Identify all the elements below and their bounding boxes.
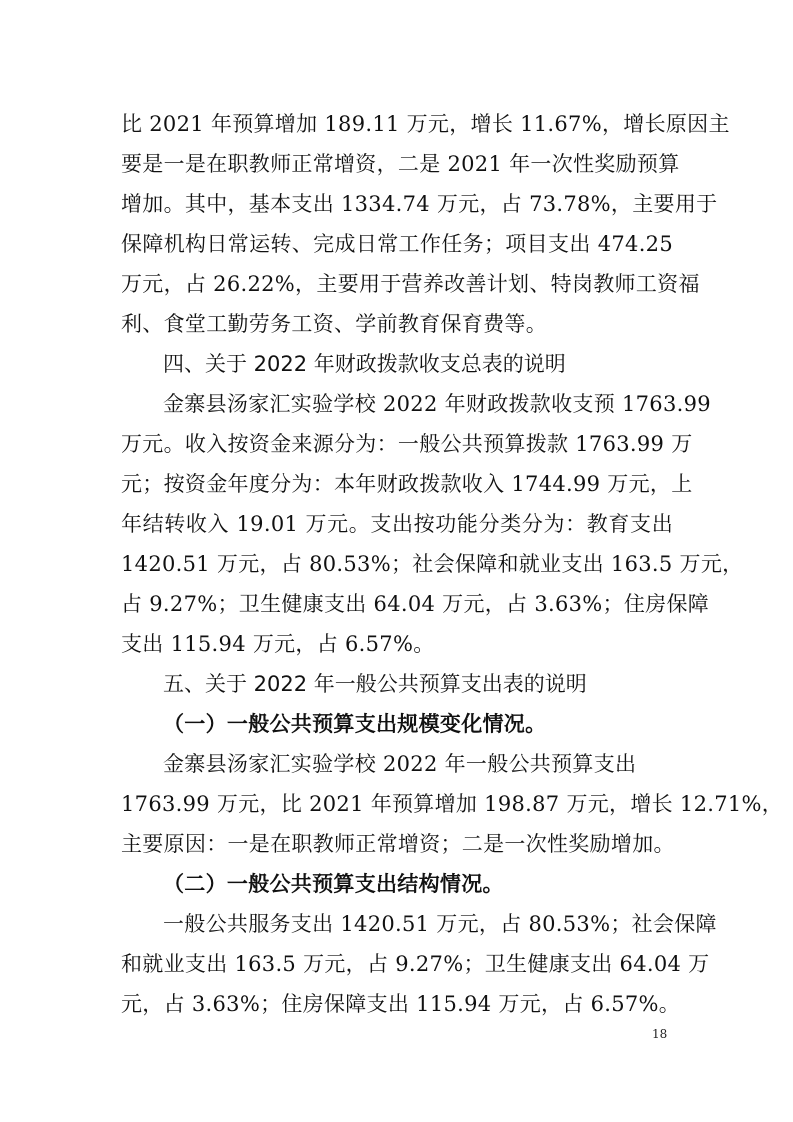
paragraph-line: 增加。其中，基本支出 1334.74 万元，占 73.78%，主要用于 [121,192,718,216]
paragraph-line: 年结转收入 19.01 万元。支出按功能分类分为：教育支出 [121,512,673,536]
paragraph-line: 金寨县汤家汇实验学校 2022 年财政拨款收支预 1763.99 [163,392,711,416]
subsection-heading-1: （一）一般公共预算支出规模变化情况。 [163,711,547,736]
paragraph-line: 一般公共服务支出 1420.51 万元，占 80.53%；社会保障 [163,912,717,936]
paragraph-line: 万元。收入按资金来源分为：一般公共预算拨款 1763.99 万 [121,432,693,456]
paragraph-line: 支出 115.94 万元，占 6.57%。 [121,632,435,656]
page-number: 18 [652,1027,668,1041]
paragraph-line: 要是一是在职教师正常增资，二是 2021 年一次性奖励预算 [121,152,680,176]
paragraph-line: 1420.51 万元，占 80.53%；社会保障和就业支出 163.5 万元， [121,552,744,576]
section-heading-5: 五、关于 2022 年一般公共预算支出表的说明 [163,672,587,696]
paragraph-line: 万元，占 26.22%，主要用于营养改善计划、特岗教师工资福 [121,272,700,296]
section-heading-4: 四、关于 2022 年财政拨款收支总表的说明 [163,352,566,376]
paragraph-line: 比 2021 年预算增加 189.11 万元，增长 11.67%，增长原因主 [121,112,730,136]
paragraph-line: 主要原因：一是在职教师正常增资；二是一次性奖励增加。 [121,832,675,856]
paragraph-line: 1763.99 万元，比 2021 年预算增加 198.87 万元，增长 12.71%， [121,792,784,816]
paragraph-line: 保障机构日常运转、完成日常工作任务；项目支出 474.25 [121,232,673,256]
paragraph-line: 元；按资金年度分为：本年财政拨款收入 1744.99 万元，上 [121,472,693,496]
paragraph-line: 利、食堂工勤劳务工资、学前教育保育费等。 [121,312,547,336]
paragraph-line: 占 9.27%；卫生健康支出 64.04 万元，占 3.63%；住房保障 [121,592,710,616]
subsection-heading-2: （二）一般公共预算支出结构情况。 [163,871,504,896]
paragraph-line: 元，占 3.63%；住房保障支出 115.94 万元，占 6.57%。 [121,992,681,1016]
paragraph-line: 和就业支出 163.5 万元，占 9.27%；卫生健康支出 64.04 万 [121,952,710,976]
paragraph-line: 金寨县汤家汇实验学校 2022 年一般公共预算支出 [163,752,637,776]
